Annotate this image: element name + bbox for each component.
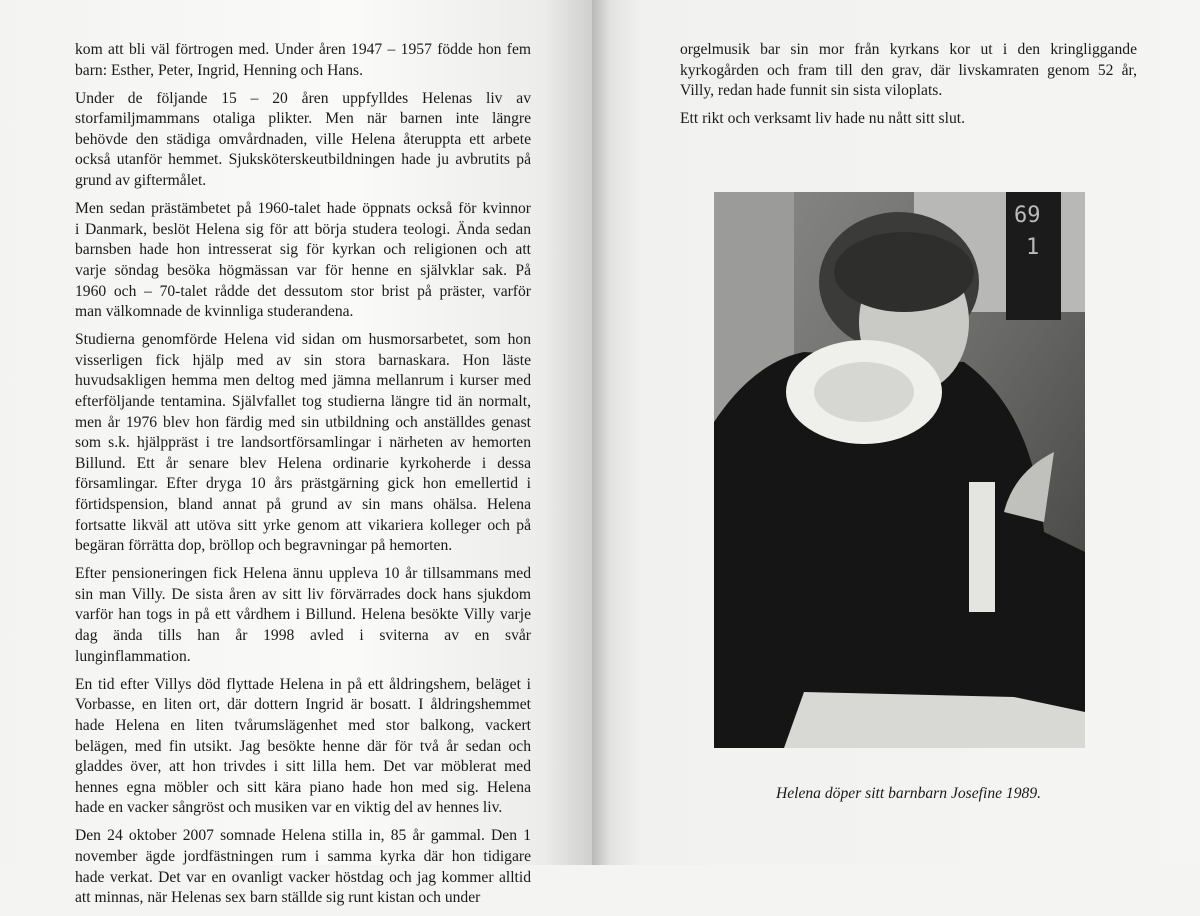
text-line: Studierna genomförde Helena vid sidan om husmorsarbetet, som hon	[75, 331, 531, 349]
left-page-text	[75, 40, 531, 916]
text-line: Vorbasse, en liten ort, där dottern Ingrid är bosatt. I åldringshemmet	[75, 696, 531, 714]
text-line: gladdes över, att hon trivdes i sitt lilla hem. Det var möblerat med	[75, 758, 531, 776]
paragraph	[75, 564, 531, 667]
text-line: man välkomnade de kvinnliga studerandena.	[75, 303, 354, 321]
text-line: grund av giftermålet.	[75, 172, 207, 190]
text-line: hade verkat. Det var en ovanligt vacker höstdag och jag kommer alltid	[75, 868, 531, 886]
text-line: En tid efter Villys död flyttade Helena in på ett åldringshem, beläget i	[75, 675, 531, 693]
paragraph	[75, 199, 531, 323]
paragraph	[75, 330, 531, 557]
text-line: behövde den städiga omvårdnaden, ville Helena återuppta ett arbete	[75, 130, 531, 148]
text-line: hade en vacker sångröst och musiken var en viktig del av hennes liv.	[75, 799, 503, 817]
text-line: Villy, redan hade funnit sin sista viloplats.	[680, 82, 943, 100]
hymn-board-number: 69	[1014, 203, 1041, 228]
text-line: kyrkogården och fram till den grav, där livskamraten genom 52 år,	[680, 61, 1137, 79]
text-line: storfamiljmammans otaliga plikter. Men när barnen inte längre	[75, 110, 531, 128]
text-line: Efter pensioneringen fick Helena ännu uppleva 10 år tillsammans med	[75, 565, 531, 583]
text-line: men år 1976 blev hon färdig med sin utbildning och anställdes genast	[75, 413, 531, 431]
paragraph	[75, 40, 531, 81]
text-line: visserligen fick hjälp med av sin stora barnaskara. Hon läste	[75, 351, 531, 369]
text-line: 1960 och – 70-talet rådde det dessutom stor brist på präster, varför	[75, 282, 531, 300]
svg-text:1: 1	[1026, 235, 1040, 260]
text-line: orgelmusik bar sin mor från kyrkans kor ut i den kringliggande	[680, 41, 1137, 58]
text-line: att minnas, när Helenas sex barn ställde sig runt kistan och under	[75, 889, 481, 907]
text-line: dag ända tills han år 1998 avled i sviterna av en svår	[75, 627, 531, 645]
text-line: hade Helena en liten tvårumslägenhet med stor balkong, vackert	[75, 716, 531, 734]
photo-image	[714, 192, 1085, 748]
text-line: efterföljande tentamina. Självfallet tog studierna längre tid än normalt,	[75, 393, 531, 410]
left-page	[0, 0, 592, 907]
text-line: kom att bli väl förtrogen med. Under åren 1947 – 1957 födde hon fem	[75, 41, 531, 58]
text-line: som s.k. hjälppräst i tre landsortförsamlingar i närheten av hemorten	[75, 434, 531, 452]
text-line: fortsatte likväl att utöva sitt yrke genom att vikariera kolleger och på	[75, 516, 531, 534]
paragraph	[680, 109, 1137, 130]
text-line: också utanför hemmet. Sjuksköterskeutbildningen hade ju avbrutits på	[75, 151, 531, 169]
text-line: november ägde jordfästningen rum i samma kyrka där hon tidigare	[75, 847, 531, 865]
text-line: huvudsakligen hemma men deltog med jämna mellanrum i kurser med	[75, 372, 531, 390]
text-line: Ett rikt och verksamt liv hade nu nått sitt slut.	[680, 110, 965, 128]
text-line: Men sedan prästämbetet på 1960-talet hade öppnats också för kvinnor	[75, 200, 531, 218]
right-page-text	[680, 40, 1137, 137]
text-line: varje söndag besöka högmässan var för henne en självklar sak. På	[75, 261, 531, 279]
text-line: barn: Esther, Peter, Ingrid, Henning och Hans.	[75, 61, 364, 79]
right-page	[592, 0, 1200, 865]
text-line: Billund. Ett år senare blev Helena ordinarie kyrkoherde i dessa	[75, 454, 531, 472]
paragraph	[75, 826, 531, 908]
text-line: belägen, med fin utsikt. Jag besökte henne där för två år sedan och	[75, 737, 531, 755]
paragraph	[75, 675, 531, 819]
text-line: sin man Villy. De sista åren av sitt liv förvärrades dock hans sjukdom	[75, 585, 531, 603]
photo-helena-baptism	[714, 192, 1085, 748]
text-line: varför han togs in på ett vårdhem i Billund. Helena besökte Villy varje	[75, 606, 531, 624]
text-line: begäran förrätta dop, bröllop och begravningar på hemorten.	[75, 537, 453, 555]
text-line: förtidspension, bland annat på grund av sin mans ohälsa. Helena	[75, 495, 531, 513]
text-line: Under de följande 15 – 20 åren uppfylldes Helenas liv av	[75, 89, 531, 107]
text-line: lunginflammation.	[75, 647, 191, 665]
text-line: församlingar. Efter dryga 10 års prästgärning gick hon emellertid i	[75, 475, 531, 493]
photo-caption: Helena döper sitt barnbarn Josefine 1989.	[775, 785, 1042, 802]
paragraph	[75, 89, 531, 192]
paragraph	[680, 40, 1137, 102]
text-line: Den 24 oktober 2007 somnade Helena stilla in, 85 år gammal. Den 1	[75, 827, 531, 845]
text-line: hennes egna möbler och sitt kära piano hade hon med sig. Helena	[75, 778, 531, 796]
text-line: barnsben hade hon intresserat sig för kyrkan och religionen och att	[75, 241, 531, 259]
text-line: i Danmark, beslöt Helena sig för att börja studera teologi. Ända sedan	[75, 220, 531, 238]
